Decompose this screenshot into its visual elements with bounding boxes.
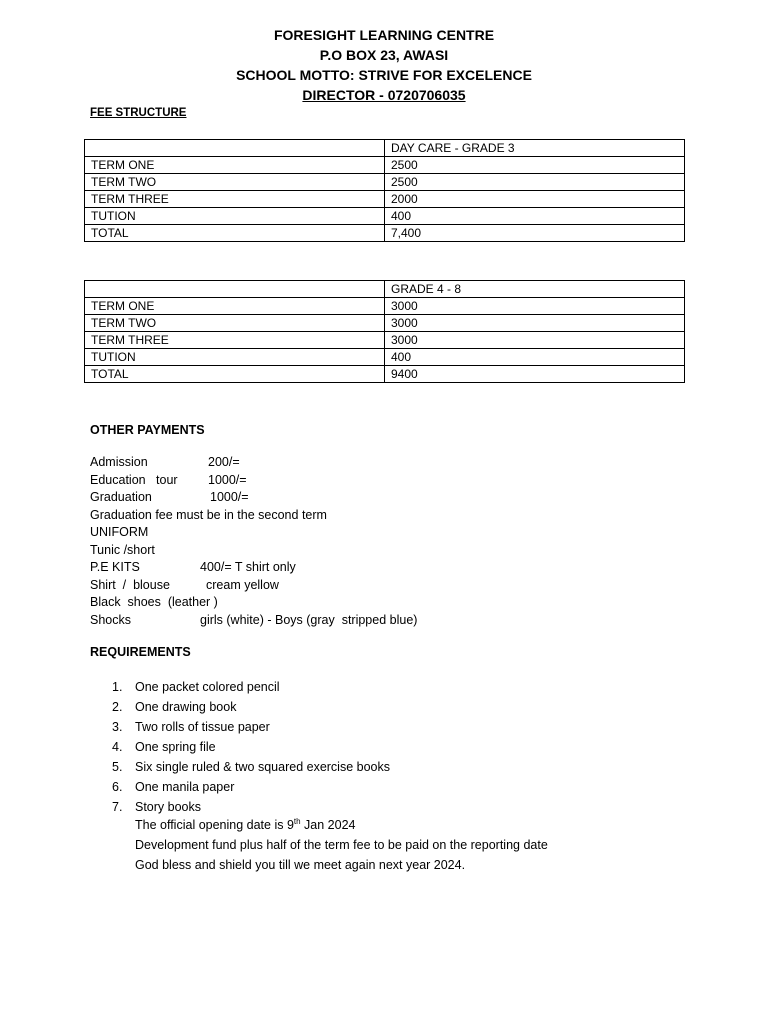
school-name: FORESIGHT LEARNING CENTRE (273, 27, 495, 43)
table-row (85, 332, 685, 349)
uniform-tunic (90, 542, 510, 560)
row-label: TERM TWO (85, 174, 385, 191)
row-label: TOTAL (85, 225, 385, 242)
opening-date: Jan 2024 (300, 818, 356, 832)
uniform-title (90, 524, 510, 542)
uniform-value: girls (white) - Boys (gray stripped blue) (200, 612, 418, 627)
row-label: TOTAL (85, 366, 385, 383)
table-row (85, 174, 685, 191)
fee-structure-title: FEE STRUCTURE (90, 107, 187, 119)
table-row (85, 225, 685, 242)
uniform-item: Tunic /short (90, 542, 155, 557)
ordinal-suffix: th (293, 816, 301, 826)
uniform-label: Shocks (90, 612, 131, 627)
payment-graduation (90, 489, 510, 507)
item-text: One packet colored pencil (135, 680, 280, 694)
other-payments-list (90, 454, 510, 629)
table-cell-empty (85, 281, 385, 298)
school-address: P.O BOX 23, AWASI (319, 47, 449, 63)
item-text: Six single ruled & two squared exercise books (135, 760, 390, 774)
row-value: 3000 (385, 298, 685, 315)
row-value: 2500 (385, 174, 685, 191)
row-label: TERM ONE (85, 157, 385, 174)
table-row (85, 349, 685, 366)
uniform-value: 400/= T shirt only (200, 560, 296, 574)
table-header: GRADE 4 - 8 (385, 281, 685, 298)
director-contact: DIRECTOR - 0720706035 (302, 87, 466, 103)
uniform-label: Shirt / blouse (90, 577, 170, 592)
graduation-note (90, 507, 510, 525)
row-value: 7,400 (385, 225, 685, 242)
payment-admission (90, 454, 510, 472)
row-label: TUTION (85, 208, 385, 225)
opening-date-note (135, 815, 548, 835)
uniform-shirt (90, 577, 510, 595)
row-value: 400 (385, 208, 685, 225)
payment-value: 1000/= (210, 490, 249, 504)
table-row (85, 298, 685, 315)
table-row (85, 191, 685, 208)
row-value: 3000 (385, 332, 685, 349)
item-text: Story books (135, 800, 202, 814)
row-label: TERM TWO (85, 315, 385, 332)
row-label: TERM THREE (85, 332, 385, 349)
requirements-title: REQUIREMENTS (90, 645, 191, 659)
closing-notes (135, 815, 548, 875)
payment-label: Education tour (90, 472, 178, 487)
fee-table-daycare (84, 139, 685, 242)
row-label: TERM ONE (85, 298, 385, 315)
table-row (85, 366, 685, 383)
payment-value: 1000/= (208, 472, 247, 487)
uniform-value: cream yellow (206, 577, 279, 592)
row-value: 2500 (385, 157, 685, 174)
blessing-note: God bless and shield you till we meet again next year 2024. (135, 858, 466, 872)
row-value: 9400 (385, 366, 685, 383)
payment-label: Admission (90, 455, 148, 469)
table-row (85, 157, 685, 174)
letterhead (0, 25, 768, 105)
payment-label: Graduation (90, 490, 152, 504)
item-text: Two rolls of tissue paper (135, 720, 270, 734)
table-cell-empty (85, 140, 385, 157)
row-label: TERM THREE (85, 191, 385, 208)
row-value: 400 (385, 349, 685, 366)
table-row (85, 315, 685, 332)
payment-tour (90, 472, 510, 490)
fee-table-grade4-8 (84, 280, 685, 383)
item-text: One manila paper (135, 780, 235, 794)
table-header: DAY CARE - GRADE 3 (385, 140, 685, 157)
development-fund-note: Development fund plus half of the term fee to be paid on the reporting date (135, 838, 548, 852)
uniform-shocks (90, 612, 510, 630)
table-header-row (85, 140, 685, 157)
uniform-item: Black shoes (leather ) (90, 595, 218, 609)
table-header-row (85, 281, 685, 298)
uniform-pe-kits (90, 559, 510, 577)
row-value: 2000 (385, 191, 685, 208)
uniform-label: P.E KITS (90, 560, 140, 574)
item-text: One spring file (135, 740, 216, 754)
item-text: One drawing book (135, 700, 237, 714)
section-label: UNIFORM (90, 525, 149, 539)
school-motto: SCHOOL MOTTO: STRIVE FOR EXCELENCE (236, 67, 532, 83)
row-label: TUTION (85, 349, 385, 366)
uniform-shoes (90, 594, 510, 612)
payment-value: 200/= (208, 455, 240, 469)
row-value: 3000 (385, 315, 685, 332)
table-row (85, 208, 685, 225)
other-payments-title: OTHER PAYMENTS (90, 423, 205, 437)
note-text: Graduation fee must be in the second term (90, 507, 327, 522)
opening-text: The official opening date is 9 (135, 818, 294, 832)
